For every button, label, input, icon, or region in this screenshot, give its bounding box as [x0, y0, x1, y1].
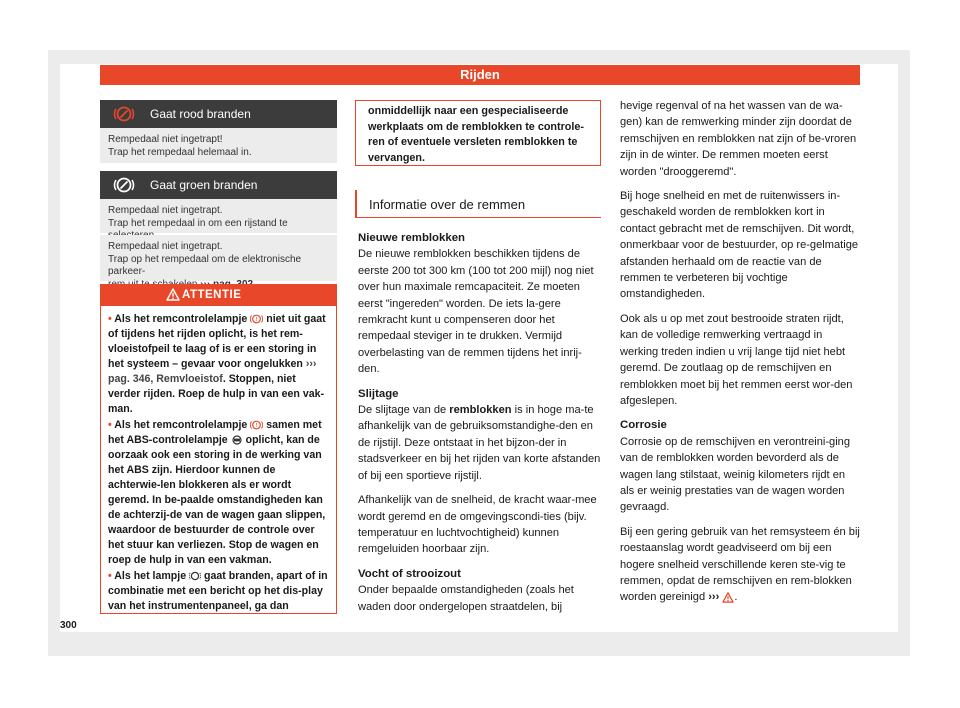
warning-triangle-icon — [166, 288, 180, 301]
para-slijtage — [358, 402, 602, 484]
para-ruitenwissers: Bij hoge snelheid en met de ruitenwissers in-geschakeld worden de remblokken kort in contact gebracht met de remschijven. Dit wordt, onmerkbaar voor de bestuurder, op re-gelmatige afstanden herhaald om de reactie van de remmen te verbeteren bij vochtige omstandigheden. — [620, 190, 859, 301]
status-green-row1-line2: Trap het rempedaal in om een rijstand te — [108, 217, 288, 229]
attention-b3-a: Als het lampje — [114, 570, 187, 582]
attention-bullet-3: • Als het lampje gaat branden, apart of in combinatie met een bericht op het dis-play van het instrumentenpaneel, ga dan — [108, 570, 328, 612]
para-reinigen — [620, 524, 860, 606]
chapter-header: Rijden — [100, 65, 860, 85]
status-red-body — [100, 128, 337, 163]
para-vocht: Onder bepaalde omstandigheden (zoals het waden door ondergelopen straatdelen, bij — [358, 584, 574, 613]
attention-title: ATTENTIE — [182, 289, 242, 301]
status-green-header — [100, 171, 337, 199]
para-reinigen-end: . — [734, 591, 738, 604]
middle-column — [358, 230, 602, 623]
svg-text:!: ! — [255, 423, 258, 430]
para-slijtage-c: is in hoge ma-te afhankelijk van de gebruiksomstandighe-den en de rijstijl. Deze ontstaat in het bijzon-der in stadsverkeer en bij het rijden van korte afstanden of bij een sportieve rijstijl. — [358, 404, 601, 482]
warning-triangle-icon — [722, 592, 734, 603]
remvloeistof-link[interactable]: ››› pag. 346, Remvloeistof — [108, 358, 317, 385]
svg-text:!: ! — [255, 317, 258, 324]
brake-warning-icon — [250, 420, 263, 430]
abs-icon — [231, 435, 243, 445]
attention-b1-c: . Stoppen, niet verder rijden. Roep de hulp in van een vak-man. — [108, 373, 325, 415]
heading-vocht: Vocht of strooizout — [358, 567, 461, 580]
attention-bullet-2: • Als het remcontrolelampje ! samen met het ABS-controlelampje oplicht, kan de oorzaak ook een storing in de werking van het ABS zijn. Hierdoor kunnen de achterwie-len blokkeren als er wordt geremd. In be-paalde omstandigheden kan de achterzij-de van de wagen gaan slippen, waardoor de bestuurder de controle over het stuur kan verliezen. Stop de wagen en roep de hulp in van een vakman. — [108, 419, 326, 566]
status-green-row1-line1: Rempedaal niet ingetrapt. — [108, 205, 223, 216]
heading-slijtage: Slijtage — [358, 387, 399, 400]
para-corrosie: Corrosie op de remschijven en verontreini-ging van de remblokken worden bevorderd als de wagen lang stilstaat, weinig kilometers rijdt en als er weinig prestaties van de wagen worden gevraagd. — [620, 435, 851, 514]
heading-corrosie: Corrosie — [620, 419, 667, 432]
attention-text — [108, 312, 330, 615]
status-red-header — [100, 100, 337, 128]
para-zout: Ook als u op met zout bestrooide straten rijdt, kan de volledige remwerking vertraagd in werking treden indien u vrij lange tijd niet hebt geremd. De zoutlaag op de remschijven en remblokken moet bij het remmen eerst wor-den afgeslepen. — [620, 312, 853, 407]
brake-pedal-green-icon — [113, 177, 135, 193]
para-reinigen-text: Bij een gering gebruik van het remsysteem én bij roestaanslag wordt geadviseerd om bij een hogere snelheid verschillende keren ste-vig te remmen, opdat de remschijven en rem-blokken worden gereinigd — [620, 525, 860, 604]
attention-bullet-1: • Als het remcontrolelampje ! niet uit gaat of tijdens het rijden oplicht, is het rem-vloeistofpeil te laag of is er een storing in het systeem – gevaar voor ongelukken ››› pag. 346, Remvloeistof. Stoppen, niet verder rijden. Roep de hulp in van een vak-man. — [108, 313, 326, 415]
attention-continued-text: onmiddellijk naar een gespecialiseerde werkplaats om de remblokken te controle-ren of eventuele versleten remblokken te vervangen. — [368, 105, 585, 164]
status-green-row1 — [100, 199, 337, 233]
warning-ref-link[interactable]: ››› — [708, 591, 720, 604]
section-heading — [355, 190, 601, 218]
right-column — [620, 98, 860, 614]
attention-b3-b: gaat branden, apart of in combinatie met een bericht op het dis-play van het instrumentenpaneel, ga dan — [108, 570, 328, 612]
status-green-row2-line1: Rempedaal niet ingetrapt. — [108, 241, 223, 252]
para-drooggeremd: hevige regenval of na het wassen van de wa-gen) kan de remwerking minder zijn doordat de remschijven en remblokken nat zijn of be-vroren zijn in de winter. De remmen moeten eerst worden "drooggeremd". — [620, 100, 857, 178]
brake-pedal-red-icon — [113, 106, 135, 122]
para-nieuwe-remblokken: De nieuwe remblokken beschikken tijdens de eerste 200 tot 300 km (100 tot 200 mijl) nog niet over hun maximale remcapaciteit. Ze moeten eerst "ingereden" worden. De iets la-gere remkracht kunt u compenseren door het rempedaal steviger in te drukken. Vermijd overbelasting van de remmen tijdens het inrij-den. — [358, 248, 594, 376]
brake-warning-icon — [250, 314, 263, 324]
section-title: Informatie over de remmen — [369, 197, 526, 212]
para-slijtage-a: De slijtage van de — [358, 404, 450, 417]
status-red-line2: Trap het rempedaal helemaal in. — [108, 146, 252, 158]
para-slijtage-bold: remblokken — [449, 404, 512, 417]
attention-b1-a: Als het remcontrolelampje — [114, 313, 248, 325]
heading-nieuwe-remblokken: Nieuwe remblokken — [358, 232, 465, 244]
attention-header — [100, 284, 337, 306]
status-green-row2-line2: Trap op het rempedaal om de elektronische parkeer- — [108, 253, 302, 277]
status-red-title: Gaat rood branden — [150, 107, 251, 121]
status-green-row2 — [100, 235, 337, 281]
brake-pad-icon — [189, 571, 201, 581]
attention-b2-c: oplicht, kan de oorzaak ook een storing in de werking van het ABS zijn. Hierdoor kunnen de achterwie-len blokkeren als er wordt geremd. In be-paalde omstandigheden kan de achterzij-de van de wagen gaan slippen, waardoor de bestuurder de controle over het stuur kan verliezen. Stop de wagen en roep de hulp in van een vakman. — [108, 434, 326, 566]
attention-b2-b: samen met het ABS-controlelampje — [108, 419, 322, 446]
attention-b2-a: Als het remcontrolelampje — [114, 419, 248, 431]
attention-b1-b: niet uit gaat of tijdens het rijden oplicht, is het rem-vloeistofpeil te laag of is er een storing in het systeem – gevaar voor ongelukken — [108, 313, 326, 370]
status-green-title: Gaat groen branden — [150, 178, 258, 192]
status-red-line1: Rempedaal niet ingetrapt! — [108, 134, 223, 145]
page-number: 300 — [60, 620, 77, 631]
para-remgeluiden: Afhankelijk van de snelheid, de kracht waar-mee wordt geremd en de omgevingscondi-ties (bijv. temperatuur en luchtvochtigheid) kunnen remgeluiden hoorbaar zijn. — [358, 494, 597, 556]
